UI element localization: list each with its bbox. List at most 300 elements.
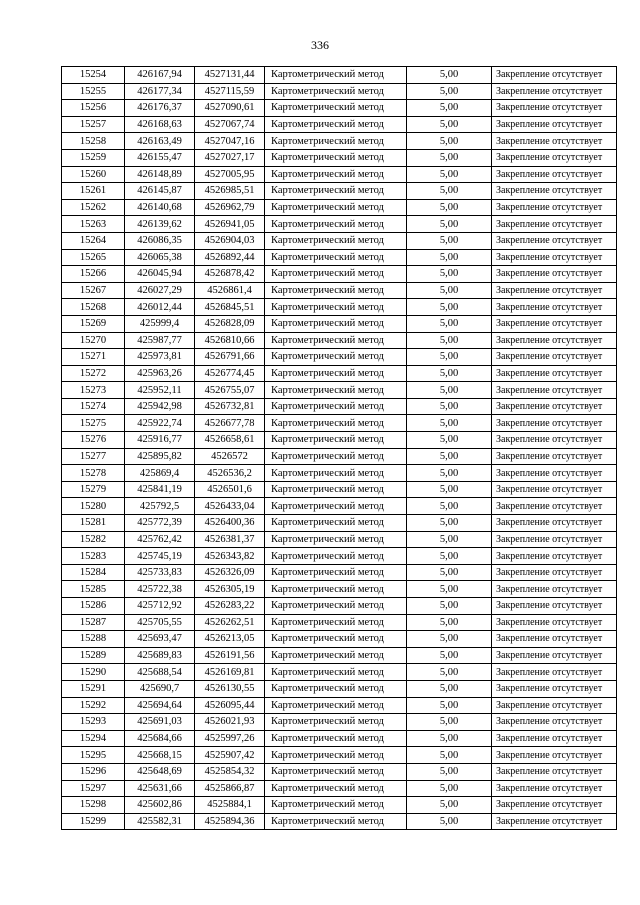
table-row: [62, 83, 617, 100]
method-cell: Картометрический метод: [265, 680, 407, 697]
method-cell: Картометрический метод: [265, 747, 407, 764]
table-row: [62, 647, 617, 664]
accuracy-cell: 5,00: [407, 199, 492, 216]
method-cell: Картометрический метод: [265, 398, 407, 415]
point-number-cell: 15294: [62, 730, 125, 747]
point-number-cell: 15298: [62, 797, 125, 814]
point-number-cell: 15259: [62, 149, 125, 166]
table-row: [62, 780, 617, 797]
y-coordinate-cell: 4526343,82: [195, 548, 265, 565]
method-cell: Картометрический метод: [265, 266, 407, 283]
point-number-cell: 15290: [62, 664, 125, 681]
accuracy-cell: 5,00: [407, 531, 492, 548]
point-number-cell: 15288: [62, 631, 125, 648]
accuracy-cell: 5,00: [407, 83, 492, 100]
y-coordinate-cell: 4527027,17: [195, 149, 265, 166]
fixing-description-cell: Закрепление отсутствует: [492, 647, 617, 664]
y-coordinate-cell: 4526283,22: [195, 598, 265, 615]
x-coordinate-cell: 425792,5: [125, 498, 195, 515]
y-coordinate-cell: 4526732,81: [195, 398, 265, 415]
table-row: [62, 763, 617, 780]
y-coordinate-cell: 4526791,66: [195, 349, 265, 366]
y-coordinate-cell: 4525997,26: [195, 730, 265, 747]
accuracy-cell: 5,00: [407, 515, 492, 532]
table-row: [62, 382, 617, 399]
method-cell: Картометрический метод: [265, 116, 407, 133]
point-number-cell: 15257: [62, 116, 125, 133]
table-row: [62, 149, 617, 166]
y-coordinate-cell: 4526810,66: [195, 332, 265, 349]
point-number-cell: 15297: [62, 780, 125, 797]
x-coordinate-cell: 425668,15: [125, 747, 195, 764]
x-coordinate-cell: 425987,77: [125, 332, 195, 349]
point-number-cell: 15280: [62, 498, 125, 515]
point-number-cell: 15287: [62, 614, 125, 631]
fixing-description-cell: Закрепление отсутствует: [492, 780, 617, 797]
x-coordinate-cell: 426140,68: [125, 199, 195, 216]
table-row: [62, 67, 617, 84]
y-coordinate-cell: 4526130,55: [195, 680, 265, 697]
x-coordinate-cell: 425999,4: [125, 315, 195, 332]
point-number-cell: 15260: [62, 166, 125, 183]
fixing-description-cell: Закрепление отсутствует: [492, 631, 617, 648]
fixing-description-cell: Закрепление отсутствует: [492, 531, 617, 548]
x-coordinate-cell: 425631,66: [125, 780, 195, 797]
coordinates-table: [61, 66, 617, 830]
fixing-description-cell: Закрепление отсутствует: [492, 415, 617, 432]
table-row: [62, 448, 617, 465]
point-number-cell: 15272: [62, 365, 125, 382]
method-cell: Картометрический метод: [265, 797, 407, 814]
x-coordinate-cell: 425922,74: [125, 415, 195, 432]
point-number-cell: 15295: [62, 747, 125, 764]
table-row: [62, 797, 617, 814]
x-coordinate-cell: 425745,19: [125, 548, 195, 565]
page-number: 336: [311, 38, 329, 52]
accuracy-cell: 5,00: [407, 266, 492, 283]
table-row: [62, 365, 617, 382]
x-coordinate-cell: 425688,54: [125, 664, 195, 681]
method-cell: Картометрический метод: [265, 481, 407, 498]
fixing-description-cell: Закрепление отсутствует: [492, 581, 617, 598]
method-cell: Картометрический метод: [265, 564, 407, 581]
table-row: [62, 299, 617, 316]
x-coordinate-cell: 425952,11: [125, 382, 195, 399]
fixing-description-cell: Закрепление отсутствует: [492, 548, 617, 565]
x-coordinate-cell: 425693,47: [125, 631, 195, 648]
x-coordinate-cell: 425869,4: [125, 465, 195, 482]
point-number-cell: 15299: [62, 813, 125, 830]
y-coordinate-cell: 4525866,87: [195, 780, 265, 797]
x-coordinate-cell: 426139,62: [125, 216, 195, 233]
x-coordinate-cell: 425733,83: [125, 564, 195, 581]
table-row: [62, 813, 617, 830]
x-coordinate-cell: 426155,47: [125, 149, 195, 166]
x-coordinate-cell: 426176,37: [125, 100, 195, 117]
point-number-cell: 15268: [62, 299, 125, 316]
method-cell: Картометрический метод: [265, 133, 407, 150]
fixing-description-cell: Закрепление отсутствует: [492, 763, 617, 780]
method-cell: Картометрический метод: [265, 382, 407, 399]
x-coordinate-cell: 425705,55: [125, 614, 195, 631]
fixing-description-cell: Закрепление отсутствует: [492, 199, 617, 216]
method-cell: Картометрический метод: [265, 83, 407, 100]
fixing-description-cell: Закрепление отсутствует: [492, 813, 617, 830]
fixing-description-cell: Закрепление отсутствует: [492, 349, 617, 366]
accuracy-cell: 5,00: [407, 498, 492, 515]
accuracy-cell: 5,00: [407, 315, 492, 332]
table-row: [62, 581, 617, 598]
point-number-cell: 15273: [62, 382, 125, 399]
x-coordinate-cell: 425712,92: [125, 598, 195, 615]
y-coordinate-cell: 4526536,2: [195, 465, 265, 482]
table-row: [62, 598, 617, 615]
method-cell: Картометрический метод: [265, 813, 407, 830]
fixing-description-cell: Закрепление отсутствует: [492, 730, 617, 747]
x-coordinate-cell: 425648,69: [125, 763, 195, 780]
fixing-description-cell: Закрепление отсутствует: [492, 282, 617, 299]
table-row: [62, 183, 617, 200]
accuracy-cell: 5,00: [407, 664, 492, 681]
accuracy-cell: 5,00: [407, 631, 492, 648]
table-row: [62, 481, 617, 498]
fixing-description-cell: Закрепление отсутствует: [492, 149, 617, 166]
method-cell: Картометрический метод: [265, 315, 407, 332]
y-coordinate-cell: 4526501,6: [195, 481, 265, 498]
point-number-cell: 15285: [62, 581, 125, 598]
point-number-cell: 15289: [62, 647, 125, 664]
method-cell: Картометрический метод: [265, 598, 407, 615]
fixing-description-cell: Закрепление отсутствует: [492, 365, 617, 382]
point-number-cell: 15286: [62, 598, 125, 615]
x-coordinate-cell: 426163,49: [125, 133, 195, 150]
table-row: [62, 199, 617, 216]
point-number-cell: 15274: [62, 398, 125, 415]
accuracy-cell: 5,00: [407, 133, 492, 150]
y-coordinate-cell: 4525854,32: [195, 763, 265, 780]
fixing-description-cell: Закрепление отсутствует: [492, 249, 617, 266]
accuracy-cell: 5,00: [407, 349, 492, 366]
fixing-description-cell: Закрепление отсутствует: [492, 382, 617, 399]
method-cell: Картометрический метод: [265, 465, 407, 482]
point-number-cell: 15267: [62, 282, 125, 299]
accuracy-cell: 5,00: [407, 116, 492, 133]
fixing-description-cell: Закрепление отсутствует: [492, 498, 617, 515]
accuracy-cell: 5,00: [407, 216, 492, 233]
x-coordinate-cell: 425942,98: [125, 398, 195, 415]
method-cell: Картометрический метод: [265, 780, 407, 797]
method-cell: Картометрический метод: [265, 581, 407, 598]
coordinates-table-container: [61, 66, 617, 830]
y-coordinate-cell: 4527131,44: [195, 67, 265, 84]
point-number-cell: 15255: [62, 83, 125, 100]
table-row: [62, 166, 617, 183]
y-coordinate-cell: 4526658,61: [195, 432, 265, 449]
point-number-cell: 15261: [62, 183, 125, 200]
y-coordinate-cell: 4527005,95: [195, 166, 265, 183]
method-cell: Картометрический метод: [265, 448, 407, 465]
fixing-description-cell: Закрепление отсутствует: [492, 67, 617, 84]
x-coordinate-cell: 426167,94: [125, 67, 195, 84]
x-coordinate-cell: 426027,29: [125, 282, 195, 299]
y-coordinate-cell: 4526169,81: [195, 664, 265, 681]
method-cell: Картометрический метод: [265, 365, 407, 382]
accuracy-cell: 5,00: [407, 299, 492, 316]
accuracy-cell: 5,00: [407, 149, 492, 166]
accuracy-cell: 5,00: [407, 249, 492, 266]
method-cell: Картометрический метод: [265, 67, 407, 84]
method-cell: Картометрический метод: [265, 714, 407, 731]
method-cell: Картометрический метод: [265, 282, 407, 299]
table-row: [62, 315, 617, 332]
x-coordinate-cell: 426145,87: [125, 183, 195, 200]
x-coordinate-cell: 425689,83: [125, 647, 195, 664]
point-number-cell: 15276: [62, 432, 125, 449]
x-coordinate-cell: 425762,42: [125, 531, 195, 548]
accuracy-cell: 5,00: [407, 730, 492, 747]
fixing-description-cell: Закрепление отсутствует: [492, 515, 617, 532]
fixing-description-cell: Закрепление отсутствует: [492, 216, 617, 233]
method-cell: Картометрический метод: [265, 432, 407, 449]
fixing-description-cell: Закрепление отсутствует: [492, 299, 617, 316]
accuracy-cell: 5,00: [407, 481, 492, 498]
accuracy-cell: 5,00: [407, 564, 492, 581]
table-row: [62, 515, 617, 532]
accuracy-cell: 5,00: [407, 365, 492, 382]
accuracy-cell: 5,00: [407, 548, 492, 565]
fixing-description-cell: Закрепление отсутствует: [492, 697, 617, 714]
x-coordinate-cell: 425963,26: [125, 365, 195, 382]
point-number-cell: 15266: [62, 266, 125, 283]
y-coordinate-cell: 4526021,93: [195, 714, 265, 731]
method-cell: Картометрический метод: [265, 199, 407, 216]
accuracy-cell: 5,00: [407, 614, 492, 631]
y-coordinate-cell: 4526191,56: [195, 647, 265, 664]
y-coordinate-cell: 4526962,79: [195, 199, 265, 216]
point-number-cell: 15282: [62, 531, 125, 548]
fixing-description-cell: Закрепление отсутствует: [492, 398, 617, 415]
x-coordinate-cell: 425841,19: [125, 481, 195, 498]
fixing-description-cell: Закрепление отсутствует: [492, 714, 617, 731]
x-coordinate-cell: 425602,86: [125, 797, 195, 814]
fixing-description-cell: Закрепление отсутствует: [492, 564, 617, 581]
method-cell: Картометрический метод: [265, 100, 407, 117]
method-cell: Картометрический метод: [265, 763, 407, 780]
method-cell: Картометрический метод: [265, 332, 407, 349]
accuracy-cell: 5,00: [407, 763, 492, 780]
method-cell: Картометрический метод: [265, 515, 407, 532]
accuracy-cell: 5,00: [407, 166, 492, 183]
x-coordinate-cell: 426148,89: [125, 166, 195, 183]
method-cell: Картометрический метод: [265, 548, 407, 565]
point-number-cell: 15262: [62, 199, 125, 216]
y-coordinate-cell: 4526861,4: [195, 282, 265, 299]
y-coordinate-cell: 4526213,05: [195, 631, 265, 648]
fixing-description-cell: Закрепление отсутствует: [492, 598, 617, 615]
y-coordinate-cell: 4526774,45: [195, 365, 265, 382]
table-row: [62, 548, 617, 565]
accuracy-cell: 5,00: [407, 282, 492, 299]
point-number-cell: 15258: [62, 133, 125, 150]
table-row: [62, 282, 617, 299]
accuracy-cell: 5,00: [407, 647, 492, 664]
method-cell: Картометрический метод: [265, 216, 407, 233]
fixing-description-cell: Закрепление отсутствует: [492, 166, 617, 183]
x-coordinate-cell: 426086,35: [125, 232, 195, 249]
point-number-cell: 15292: [62, 697, 125, 714]
table-row: [62, 697, 617, 714]
y-coordinate-cell: 4527047,16: [195, 133, 265, 150]
table-row: [62, 232, 617, 249]
table-row: [62, 216, 617, 233]
fixing-description-cell: Закрепление отсутствует: [492, 481, 617, 498]
y-coordinate-cell: 4526755,07: [195, 382, 265, 399]
table-row: [62, 100, 617, 117]
table-row: [62, 714, 617, 731]
x-coordinate-cell: 425684,66: [125, 730, 195, 747]
accuracy-cell: 5,00: [407, 797, 492, 814]
accuracy-cell: 5,00: [407, 183, 492, 200]
x-coordinate-cell: 426168,63: [125, 116, 195, 133]
x-coordinate-cell: 426177,34: [125, 83, 195, 100]
table-row: [62, 398, 617, 415]
x-coordinate-cell: 426065,38: [125, 249, 195, 266]
x-coordinate-cell: 425722,38: [125, 581, 195, 598]
method-cell: Картометрический метод: [265, 631, 407, 648]
fixing-description-cell: Закрепление отсутствует: [492, 232, 617, 249]
y-coordinate-cell: 4525894,36: [195, 813, 265, 830]
x-coordinate-cell: 426012,44: [125, 299, 195, 316]
method-cell: Картометрический метод: [265, 647, 407, 664]
fixing-description-cell: Закрепление отсутствует: [492, 664, 617, 681]
table-row: [62, 747, 617, 764]
fixing-description-cell: Закрепление отсутствует: [492, 266, 617, 283]
x-coordinate-cell: 425895,82: [125, 448, 195, 465]
y-coordinate-cell: 4526892,44: [195, 249, 265, 266]
point-number-cell: 15256: [62, 100, 125, 117]
x-coordinate-cell: 425772,39: [125, 515, 195, 532]
table-row: [62, 531, 617, 548]
x-coordinate-cell: 425690,7: [125, 680, 195, 697]
accuracy-cell: 5,00: [407, 813, 492, 830]
fixing-description-cell: Закрепление отсутствует: [492, 747, 617, 764]
point-number-cell: 15279: [62, 481, 125, 498]
table-row: [62, 332, 617, 349]
x-coordinate-cell: 425694,64: [125, 697, 195, 714]
point-number-cell: 15277: [62, 448, 125, 465]
y-coordinate-cell: 4526262,51: [195, 614, 265, 631]
fixing-description-cell: Закрепление отсутствует: [492, 448, 617, 465]
fixing-description-cell: Закрепление отсутствует: [492, 83, 617, 100]
y-coordinate-cell: 4526305,19: [195, 581, 265, 598]
point-number-cell: 15275: [62, 415, 125, 432]
y-coordinate-cell: 4526878,42: [195, 266, 265, 283]
point-number-cell: 15296: [62, 763, 125, 780]
y-coordinate-cell: 4526941,05: [195, 216, 265, 233]
y-coordinate-cell: 4525907,42: [195, 747, 265, 764]
method-cell: Картометрический метод: [265, 415, 407, 432]
table-row: [62, 631, 617, 648]
method-cell: Картометрический метод: [265, 183, 407, 200]
fixing-description-cell: Закрепление отсутствует: [492, 116, 617, 133]
accuracy-cell: 5,00: [407, 382, 492, 399]
y-coordinate-cell: 4527067,74: [195, 116, 265, 133]
fixing-description-cell: Закрепление отсутствует: [492, 797, 617, 814]
fixing-description-cell: Закрепление отсутствует: [492, 432, 617, 449]
y-coordinate-cell: 4526326,09: [195, 564, 265, 581]
fixing-description-cell: Закрепление отсутствует: [492, 133, 617, 150]
fixing-description-cell: Закрепление отсутствует: [492, 680, 617, 697]
x-coordinate-cell: 425973,81: [125, 349, 195, 366]
table-row: [62, 664, 617, 681]
accuracy-cell: 5,00: [407, 448, 492, 465]
y-coordinate-cell: 4526095,44: [195, 697, 265, 714]
y-coordinate-cell: 4526572: [195, 448, 265, 465]
accuracy-cell: 5,00: [407, 398, 492, 415]
accuracy-cell: 5,00: [407, 415, 492, 432]
table-row: [62, 498, 617, 515]
point-number-cell: 15283: [62, 548, 125, 565]
method-cell: Картометрический метод: [265, 498, 407, 515]
accuracy-cell: 5,00: [407, 67, 492, 84]
method-cell: Картометрический метод: [265, 614, 407, 631]
y-coordinate-cell: 4526845,51: [195, 299, 265, 316]
accuracy-cell: 5,00: [407, 747, 492, 764]
y-coordinate-cell: 4525884,1: [195, 797, 265, 814]
x-coordinate-cell: 425582,31: [125, 813, 195, 830]
y-coordinate-cell: 4527115,59: [195, 83, 265, 100]
method-cell: Картометрический метод: [265, 531, 407, 548]
accuracy-cell: 5,00: [407, 780, 492, 797]
point-number-cell: 15281: [62, 515, 125, 532]
x-coordinate-cell: 426045,94: [125, 266, 195, 283]
fixing-description-cell: Закрепление отсутствует: [492, 183, 617, 200]
accuracy-cell: 5,00: [407, 680, 492, 697]
x-coordinate-cell: 425916,77: [125, 432, 195, 449]
point-number-cell: 15278: [62, 465, 125, 482]
y-coordinate-cell: 4526381,37: [195, 531, 265, 548]
point-number-cell: 15291: [62, 680, 125, 697]
accuracy-cell: 5,00: [407, 232, 492, 249]
accuracy-cell: 5,00: [407, 332, 492, 349]
table-row: [62, 465, 617, 482]
x-coordinate-cell: 425691,03: [125, 714, 195, 731]
point-number-cell: 15270: [62, 332, 125, 349]
point-number-cell: 15263: [62, 216, 125, 233]
method-cell: Картометрический метод: [265, 166, 407, 183]
accuracy-cell: 5,00: [407, 432, 492, 449]
table-row: [62, 614, 617, 631]
method-cell: Картометрический метод: [265, 249, 407, 266]
y-coordinate-cell: 4526433,04: [195, 498, 265, 515]
fixing-description-cell: Закрепление отсутствует: [492, 465, 617, 482]
table-row: [62, 415, 617, 432]
table-row: [62, 266, 617, 283]
method-cell: Картометрический метод: [265, 697, 407, 714]
method-cell: Картометрический метод: [265, 730, 407, 747]
table-row: [62, 116, 617, 133]
method-cell: Картометрический метод: [265, 664, 407, 681]
point-number-cell: 15269: [62, 315, 125, 332]
method-cell: Картометрический метод: [265, 232, 407, 249]
y-coordinate-cell: 4527090,61: [195, 100, 265, 117]
table-row: [62, 133, 617, 150]
y-coordinate-cell: 4526677,78: [195, 415, 265, 432]
y-coordinate-cell: 4526400,36: [195, 515, 265, 532]
accuracy-cell: 5,00: [407, 697, 492, 714]
method-cell: Картометрический метод: [265, 149, 407, 166]
table-row: [62, 249, 617, 266]
